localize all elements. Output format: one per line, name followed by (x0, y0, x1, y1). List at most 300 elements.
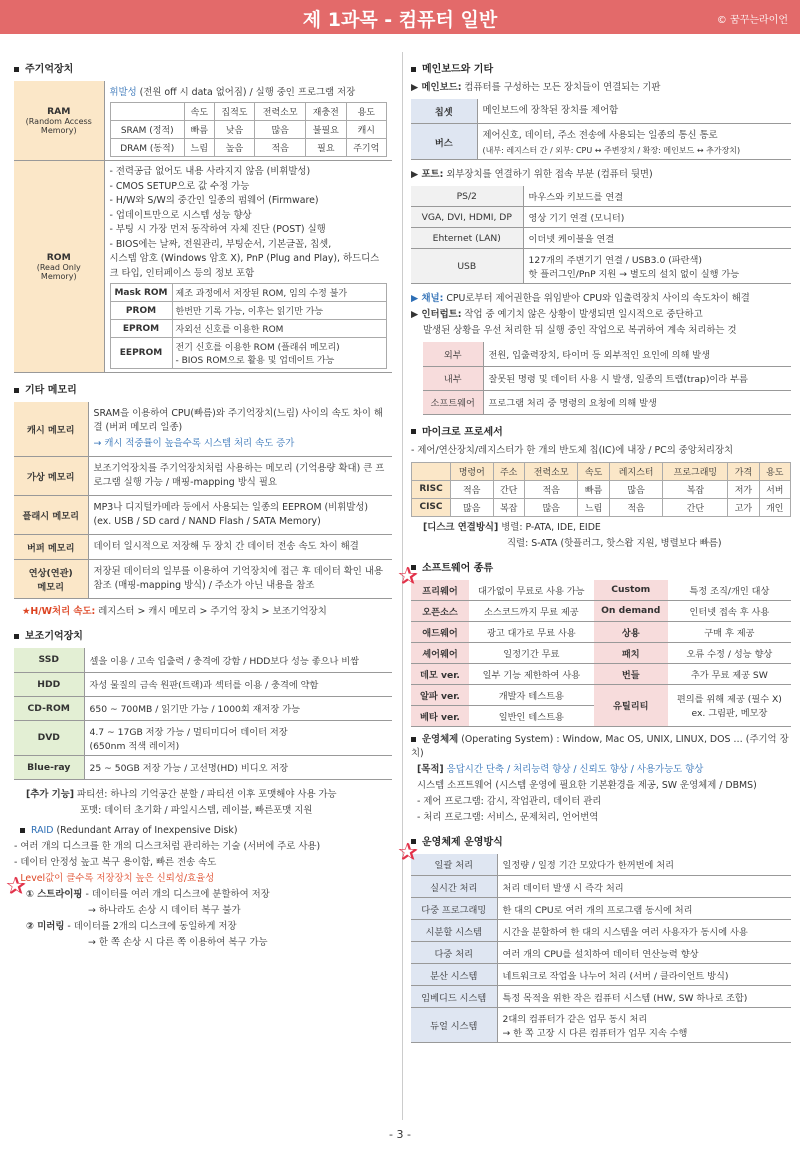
software-name: 베타 ver. (411, 705, 469, 726)
other-memory-desc (88, 402, 392, 457)
interrupt-row (423, 342, 791, 366)
line-text: - 여러 개의 디스크를 한 개의 디스크처럼 관리하는 기술 (서버에 주로 사용) (14, 840, 321, 852)
other-memory-name: 가상 메모리 (14, 457, 88, 496)
software-row (411, 663, 791, 684)
ram-header-cell: 집적도 (214, 103, 254, 121)
other-memory-name: 플래시 메모리 (14, 496, 88, 535)
section-title-text: 주기억장치 (25, 64, 74, 75)
software-row (411, 642, 791, 663)
rom-line: - CMOS SETUP으로 값 수정 가능 (109, 180, 250, 192)
other-memory-desc (88, 496, 392, 535)
text-line (411, 292, 791, 306)
text-line (411, 444, 791, 458)
section-title (411, 423, 791, 438)
cpu-header-cell: 주소 (493, 462, 524, 480)
other-memory-name: 연상(연관) 메모리 (14, 560, 88, 599)
rom-type-desc: 전기 신호를 이용한 ROM (플래쉬 메모리) - BIOS ROM으로 활용 및 업데이트 가능 (172, 338, 387, 369)
ram-name: RAM (47, 106, 71, 117)
ram-content (104, 81, 392, 161)
os-mode-row (411, 964, 791, 986)
cpu-cell: CISC (412, 498, 451, 516)
ram-cell: SRAM (정적) (110, 121, 184, 139)
software-desc: 오류 수정 / 성능 향상 (668, 642, 791, 663)
aux-storage-table (14, 648, 392, 780)
line-text: 컴퓨터를 구성하는 모든 장치들이 연결되는 기판 (461, 82, 661, 93)
cpu-row (412, 480, 791, 498)
port-row (411, 228, 791, 249)
text-line (411, 324, 791, 338)
section-title (411, 833, 791, 848)
rom-type-row (110, 284, 387, 302)
software-desc: 일정기간 무료 (469, 642, 594, 663)
raid-name: RAID (31, 824, 54, 836)
cpu-cell: 빠름 (578, 480, 609, 498)
line-text: - 데이터를 여러 개의 디스크에 분할하여 저장 (82, 888, 270, 900)
rom-type-row (110, 302, 387, 320)
software-desc: 대가없이 무료로 사용 가능 (469, 580, 594, 601)
rom-type-desc: 제조 과정에서 저장된 ROM, 임의 수정 불가 (172, 284, 387, 302)
ram-cell: 필요 (306, 139, 346, 157)
line-label: ★H/W처리 속도: (22, 606, 96, 617)
rom-line: 시스템 암호 (Windows 암호 X), PnP (Plug and Play), 하드디스 (109, 253, 380, 264)
other-memory-text: 저장된 데이터의 일부를 이용하여 기억장치에 접근 후 데이터 확인 내용 참조 (매핑-mapping 방식) / 주소가 아닌 내용을 참조 (93, 566, 383, 591)
ram-label (14, 81, 104, 161)
line-text: 응답시간 단축 / 처리능력 향상 / 신뢰도 향상 / 사용가능도 향상 (443, 763, 704, 775)
rom-types-table (110, 283, 388, 369)
line-text: - 데이터 안정성 높고 복구 용이함, 빠른 전송 속도 (14, 856, 217, 868)
aux-storage-row (14, 720, 392, 755)
software-name: 번들 (594, 663, 668, 684)
os-mode-name: 실시간 처리 (411, 876, 497, 898)
cpu-cell: 고가 (728, 498, 759, 516)
os-mode-desc: 시간을 분할하여 한 대의 시스템을 여러 사용자가 동시에 사용 (497, 920, 791, 942)
ram-desc-text: (전원 off 시 data 없어짐) / 실행 중인 프로그램 저장 (136, 87, 356, 98)
cpu-cell: 적음 (451, 480, 494, 498)
line-text: - 처리 프로그램: 서비스, 문제처리, 언어번역 (417, 811, 599, 823)
os-mode-desc: 네트워크로 작업을 나누어 처리 (서버 / 클라이언트 방식) (497, 964, 791, 986)
other-memory-text: 보조기억장치를 주기억장치처럼 사용하는 메모리 (기억용량 확대) 큰 프로그램 실행 가능 / 매핑-mapping 방식 필요 (93, 463, 385, 488)
software-name: 알파 ver. (411, 684, 469, 705)
os-label: 운영체제 (422, 733, 459, 745)
interrupt-name: 외부 (423, 342, 483, 366)
cpu-cell: 복잡 (493, 498, 524, 516)
software-row (411, 580, 791, 601)
software-name: 유틸리티 (594, 684, 668, 726)
line-label: ▶ 포트: (411, 169, 444, 180)
text-line (411, 521, 791, 535)
software-name: 애드웨어 (411, 621, 469, 642)
line-text: - Level값이 클수록 저장장치 높은 신뢰성/효율성 (14, 872, 215, 884)
line-text: → 하나라도 손상 시 데이터 복구 불가 (88, 904, 241, 916)
os-mode-name: 일괄 처리 (411, 854, 497, 876)
section-title-text: 기타 메모리 (25, 385, 77, 396)
section-title-text: 보조기억장치 (25, 631, 83, 642)
os-mode-desc: 특정 목적을 위한 작은 컴퓨터 시스템 (HW, SW 하나로 조합) (497, 986, 791, 1008)
mainboard-row (411, 124, 791, 160)
cpu-header (412, 462, 791, 480)
cpu-cell: 간단 (663, 498, 728, 516)
ram-header-cell: 용도 (346, 103, 386, 121)
cpu-header-cell: 레지스터 (609, 462, 663, 480)
bullet-square (14, 388, 19, 393)
page-header (0, 0, 800, 34)
star-icon: ✰ (398, 838, 419, 866)
software-desc: 인터넷 접속 후 사용 (668, 600, 791, 621)
cpu-header-cell: 가격 (728, 462, 759, 480)
text-line (411, 779, 791, 793)
ram-row (14, 81, 392, 161)
os-mode-name: 분산 시스템 (411, 964, 497, 986)
line-label: ① 스트라이핑 (26, 888, 83, 900)
port-name: USB (411, 249, 523, 284)
other-memory-text: 데이터 일시적으로 저장해 두 장치 간 데이터 전송 속도 차이 해결 (93, 541, 359, 552)
cpu-cell: 개인 (759, 498, 790, 516)
software-table (411, 580, 791, 727)
rom-type-name: PROM (110, 302, 172, 320)
text-line (14, 888, 392, 902)
os-mode-name: 다중 처리 (411, 942, 497, 964)
line-text: 병렬: P-ATA, IDE, EIDE (498, 521, 601, 533)
line-text: CPU로부터 제어권한을 위임받아 CPU와 입출력장치 사이의 속도차이 해결 (443, 293, 750, 304)
ram-cell: 낮음 (214, 121, 254, 139)
line-text: 직렬: S-ATA (핫플러그, 핫스왑 지원, 병렬보다 빠름) (507, 537, 722, 549)
text-line (14, 936, 392, 950)
text-line (80, 804, 392, 818)
rom-name: ROM (46, 252, 71, 263)
line-text: 포맷: 데이터 초기화 / 파일시스템, 레이블, 빠른포맷 지원 (80, 804, 313, 816)
cpu-cell: 서버 (759, 480, 790, 498)
software-name: 프리웨어 (411, 580, 469, 601)
line-text: - 데이터를 2개의 디스크에 동일하게 저장 (64, 920, 237, 932)
rom-label (14, 161, 104, 373)
other-memory-name: 버퍼 메모리 (14, 535, 88, 560)
other-memory-desc (88, 560, 392, 599)
line-label: [디스크 연결방식] (423, 521, 499, 533)
interrupt-name: 내부 (423, 366, 483, 390)
rom-line: - 전력공급 없어도 내용 사라지지 않음 (비휘발성) (109, 166, 311, 177)
text-line (411, 811, 791, 825)
ram-cell: 빠름 (184, 121, 214, 139)
other-memory-row (14, 402, 392, 457)
text-line (22, 605, 392, 619)
software-desc: 구매 후 제공 (668, 621, 791, 642)
ram-header-cell: 재충전 (306, 103, 346, 121)
software-name: 오픈소스 (411, 600, 469, 621)
os-mode-row (411, 942, 791, 964)
software-name: On demand (594, 600, 668, 621)
other-memory-desc (88, 535, 392, 560)
rom-type-row (110, 338, 387, 369)
mainboard-note: (내부: 레지스터 간 / 외부: CPU ↔ 주변장치 / 확장: 메인보드 ↔ 추가장치) (482, 146, 741, 155)
rom-type-name: EPROM (110, 320, 172, 338)
ram-cell: 느림 (184, 139, 214, 157)
os-mode-row (411, 920, 791, 942)
os-mode-desc: 일정량 / 일정 기간 모았다가 한꺼번에 처리 (497, 854, 791, 876)
software-desc: 추가 무료 제공 SW (668, 663, 791, 684)
software-desc: 일반인 테스트용 (469, 705, 594, 726)
software-desc: 소스코드까지 무료 제공 (469, 600, 594, 621)
port-row (411, 207, 791, 228)
text-line (411, 81, 791, 95)
cpu-cell: RISC (412, 480, 451, 498)
interrupt-table (423, 342, 791, 415)
software-name: Custom (594, 580, 668, 601)
mainboard-desc (477, 124, 791, 160)
raid-full: (Redundant Array of Inexpensive Disk) (53, 824, 238, 836)
ram-cell: 캐시 (346, 121, 386, 139)
software-desc: 광고 대가로 무료 사용 (469, 621, 594, 642)
cpu-header-cell (412, 462, 451, 480)
ram-full: (Random Access Memory) (25, 117, 92, 135)
text-line (26, 788, 392, 802)
aux-storage-desc: 셀을 이용 / 고속 입출력 / 충격에 강함 / HDD보다 성능 좋으나 비쌈 (84, 648, 392, 672)
line-text: - 제어/연산장치/레지스터가 한 개의 반도체 칩(IC)에 내장 / PC의 중앙처리장치 (411, 444, 734, 456)
cpu-header-cell: 전력소모 (524, 462, 578, 480)
text-line (14, 904, 392, 918)
rom-line: - 업데이트만으로 시스템 성능 향상 (109, 209, 252, 221)
ram-cell: 높음 (214, 139, 254, 157)
software-desc: 일부 기능 제한하여 사용 (469, 663, 594, 684)
aux-storage-desc: 650 ~ 700MB / 읽기만 가능 / 1000회 재저장 가능 (84, 696, 392, 720)
text-line (14, 872, 392, 886)
other-memory-name: 캐시 메모리 (14, 402, 88, 457)
rom-line: - BIOS에는 날짜, 전원관리, 부팅순서, 기본글꼴, 칩셋, (109, 238, 332, 250)
line-label: ▶ 인터럽트: (411, 309, 462, 320)
text-line (411, 168, 791, 182)
aux-storage-name: DVD (14, 720, 84, 755)
port-name: VGA, DVI, HDMI, DP (411, 207, 523, 228)
ram-inner-row (110, 139, 387, 157)
page-title: 제 1과목 - 컴퓨터 일반 (302, 9, 498, 31)
os-mode-desc: 한 대의 CPU로 여러 개의 프로그램 동시에 처리 (497, 898, 791, 920)
port-desc: 영상 기기 연결 (모니터) (523, 207, 791, 228)
rom-type-desc: 한번만 기록 가능, 이후는 읽기만 가능 (172, 302, 387, 320)
right-column (411, 52, 791, 1043)
aux-storage-row (14, 648, 392, 672)
os-mode-row (411, 876, 791, 898)
os-mode-desc: 처리 데이터 발생 시 즉각 처리 (497, 876, 791, 898)
section-title-text: 마이크로 프로세서 (422, 426, 503, 438)
mainboard-text: 제어신호, 데이터, 주소 전송에 사용되는 일종의 통신 통로 (482, 130, 718, 141)
ram-cell: 불필요 (306, 121, 346, 139)
line-text: 시스템 소프트웨어 (시스템 운영에 필요한 기본환경을 제공, SW 운영체제 / DBMS) (417, 779, 757, 791)
software-row (411, 684, 791, 705)
raid-title (14, 824, 392, 838)
ram-cell: DRAM (동적) (110, 139, 184, 157)
cpu-cell: 저가 (728, 480, 759, 498)
bullet-square (20, 828, 25, 833)
section-title (14, 60, 392, 75)
rom-full: (Read Only Memory) (36, 263, 81, 281)
aux-storage-name: Blue-ray (14, 755, 84, 779)
aux-storage-row (14, 696, 392, 720)
os-mode-row (411, 1008, 791, 1043)
text-line (411, 763, 791, 777)
ram-inner-header (110, 103, 387, 121)
mainboard-name: 버스 (411, 124, 477, 160)
line-label: [목적] (417, 763, 444, 775)
line-text: 외부장치를 연결하기 위한 접속 부분 (컴퓨터 뒷면) (443, 169, 653, 180)
ram-header-cell (110, 103, 184, 121)
other-memory-text: SRAM을 이용하여 CPU(빠름)와 주기억장치(느림) 사이의 속도 차이 해결 (버퍼 메모리 일종) (93, 408, 383, 433)
os-mode-row (411, 854, 791, 876)
line-text: 파티션: 하나의 기억공간 분할 / 파티션 이후 포맷해야 사용 가능 (74, 788, 337, 800)
rom-line: - H/W와 S/W의 중간인 일종의 펌웨어 (Firmware) (109, 195, 319, 206)
other-memory-table (14, 402, 392, 599)
interrupt-name: 소프트웨어 (423, 390, 483, 414)
ram-cell: 주기억 (346, 139, 386, 157)
rom-type-name: EEPROM (110, 338, 172, 369)
mainboard-name: 칩셋 (411, 99, 477, 124)
line-text: → 한 쪽 손상 시 다른 쪽 이용하여 복구 가능 (88, 936, 268, 948)
other-memory-note: → 캐시 적중률이 높을수록 시스템 처리 속도 증가 (93, 438, 295, 449)
bullet-square (14, 67, 19, 72)
line-label: ▶ 메인보드: (411, 82, 462, 93)
text-line (14, 920, 392, 934)
interrupt-desc: 프로그램 처리 중 명령의 요청에 의해 발생 (483, 390, 791, 414)
cpu-header-cell: 용도 (759, 462, 790, 480)
mainboard-text: 메인보드에 장착된 장치를 제어함 (482, 105, 619, 116)
interrupt-desc: 전원, 입출력장치, 타이머 등 외부적인 요인에 의해 발생 (483, 342, 791, 366)
line-text: 작업 중 예기치 않은 상황이 발생되면 일시적으로 중단하고 (461, 309, 703, 320)
section-title (14, 627, 392, 642)
ram-cell: 적음 (255, 139, 306, 157)
cpu-row (412, 498, 791, 516)
rom-content (104, 161, 392, 373)
os-title (411, 733, 791, 761)
rom-type-name: Mask ROM (110, 284, 172, 302)
rom-line: - 부팅 시 가장 먼저 동작하여 자체 진단 (POST) 실행 (109, 224, 326, 235)
cpu-table (411, 462, 791, 517)
aux-storage-name: CD-ROM (14, 696, 84, 720)
aux-storage-desc: 25 ~ 50GB 저장 가능 / 고선명(HD) 비디오 저장 (84, 755, 392, 779)
software-desc: 편의를 위해 제공 (필수 X) ex. 그림판, 메모장 (668, 684, 791, 726)
cpu-header-cell: 속도 (578, 462, 609, 480)
ram-inner-table (110, 102, 388, 157)
mainboard-table (411, 99, 791, 160)
interrupt-row (423, 390, 791, 414)
line-text: 레지스터 > 캐시 메모리 > 주기억 장치 > 보조기억장치 (95, 606, 327, 617)
cpu-header-cell: 명령어 (451, 462, 494, 480)
star-icon: ✰ (398, 562, 419, 590)
text-line (14, 856, 392, 870)
software-name: 셰어웨어 (411, 642, 469, 663)
bullet-square (14, 634, 19, 639)
bullet-square (411, 429, 416, 434)
line-label: [추가 기능] (26, 788, 75, 800)
port-row (411, 186, 791, 207)
software-name: 데모 ver. (411, 663, 469, 684)
cpu-cell: 느림 (578, 498, 609, 516)
aux-storage-name: SSD (14, 648, 84, 672)
cpu-header-cell: 프로그래밍 (663, 462, 728, 480)
section-title (411, 60, 791, 75)
copyright: © 꿈꾸는라이언 (716, 15, 788, 26)
rom-type-row (110, 320, 387, 338)
other-memory-row (14, 535, 392, 560)
os-mode-name: 다중 프로그래밍 (411, 898, 497, 920)
aux-storage-row (14, 672, 392, 696)
line-label: ▶ 채널: (411, 293, 444, 304)
mainboard-row (411, 99, 791, 124)
os-mode-desc: 2대의 컴퓨터가 같은 업무 동시 처리 → 한 쪽 고장 시 다른 컴퓨터가 업무 지속 수행 (497, 1008, 791, 1043)
left-column (14, 52, 392, 952)
os-mode-desc: 여러 개의 CPU를 설치하여 데이터 연산능력 향상 (497, 942, 791, 964)
other-memory-row (14, 560, 392, 599)
line-text: - 제어 프로그램: 감시, 작업관리, 데이터 관리 (417, 795, 602, 807)
os-mode-name: 임베디드 시스템 (411, 986, 497, 1008)
mainboard-desc (477, 99, 791, 124)
port-desc: 이더넷 케이블을 연결 (523, 228, 791, 249)
cpu-cell: 많음 (524, 498, 578, 516)
cpu-cell: 많음 (451, 498, 494, 516)
ram-header-cell: 속도 (184, 103, 214, 121)
port-name: PS/2 (411, 186, 523, 207)
section-title-text: 운영체제 운영방식 (422, 836, 503, 848)
os-mode-row (411, 898, 791, 920)
interrupt-desc: 잘못된 명령 및 데이터 사용 시 발생, 일종의 트랩(trap)이라 부름 (483, 366, 791, 390)
star-icon: ✰ (6, 872, 27, 900)
software-name: 패치 (594, 642, 668, 663)
ram-desc (110, 86, 388, 100)
section-title-text: 소프트웨어 종류 (422, 562, 494, 574)
os-text: (Operating System) : Window, Mac OS, UNIX, LINUX, DOS … (주기억 장치) (411, 733, 789, 759)
line-label: ② 미러링 (26, 920, 65, 932)
aux-storage-desc: 자성 물질의 금속 원판(트랙)과 섹터를 이용 / 충격에 약함 (84, 672, 392, 696)
section-title-text: 메인보드와 기타 (422, 64, 494, 75)
section-title (14, 381, 392, 396)
cpu-cell: 간단 (493, 480, 524, 498)
cpu-cell: 적음 (609, 498, 663, 516)
bullet-square (411, 737, 416, 742)
software-name: 상용 (594, 621, 668, 642)
aux-storage-row (14, 755, 392, 779)
port-desc: 마우스와 키보드를 연결 (523, 186, 791, 207)
rom-row (14, 161, 392, 373)
text-line (14, 840, 392, 854)
software-desc: 개발자 테스트용 (469, 684, 594, 705)
text-line (411, 308, 791, 322)
cpu-cell: 적음 (524, 480, 578, 498)
port-name: Ehternet (LAN) (411, 228, 523, 249)
text-line (411, 537, 791, 551)
ram-inner-row (110, 121, 387, 139)
software-row (411, 600, 791, 621)
cpu-cell: 복잡 (663, 480, 728, 498)
aux-storage-name: HDD (14, 672, 84, 696)
ram-header-cell: 전력소모 (255, 103, 306, 121)
port-table (411, 186, 791, 284)
line-text: 발생된 상황을 우선 처리한 뒤 실행 중인 작업으로 복귀하여 계속 처리하는 것 (423, 325, 737, 336)
os-mode-row (411, 986, 791, 1008)
ram-cell: 많음 (255, 121, 306, 139)
memory-table (14, 81, 392, 373)
ram-volatile: 휘발성 (109, 87, 137, 98)
cpu-cell: 많음 (609, 480, 663, 498)
other-memory-desc (88, 457, 392, 496)
other-memory-row (14, 496, 392, 535)
port-desc: 127개의 주변기기 연결 / USB3.0 (파란색) 핫 플러그인/PnP 지원 → 별도의 설치 없이 실행 가능 (523, 249, 791, 284)
software-row (411, 621, 791, 642)
other-memory-text: MP3나 디지털카메라 등에서 사용되는 일종의 EEPROM (비휘발성) (ex. USB / SD card / NAND Flash / SATA Memory) (93, 502, 369, 527)
other-memory-row (14, 457, 392, 496)
rom-line: 크 타입, 인터페이스 등의 정보 포함 (109, 267, 255, 279)
aux-storage-desc: 4.7 ~ 17GB 저장 가능 / 멀티미디어 데이터 저장 (650nm 적색 레이저) (84, 720, 392, 755)
port-row (411, 249, 791, 284)
software-desc: 특정 조직/개인 대상 (668, 580, 791, 601)
page-number: - 3 - (389, 1128, 411, 1141)
os-mode-name: 듀얼 시스템 (411, 1008, 497, 1043)
